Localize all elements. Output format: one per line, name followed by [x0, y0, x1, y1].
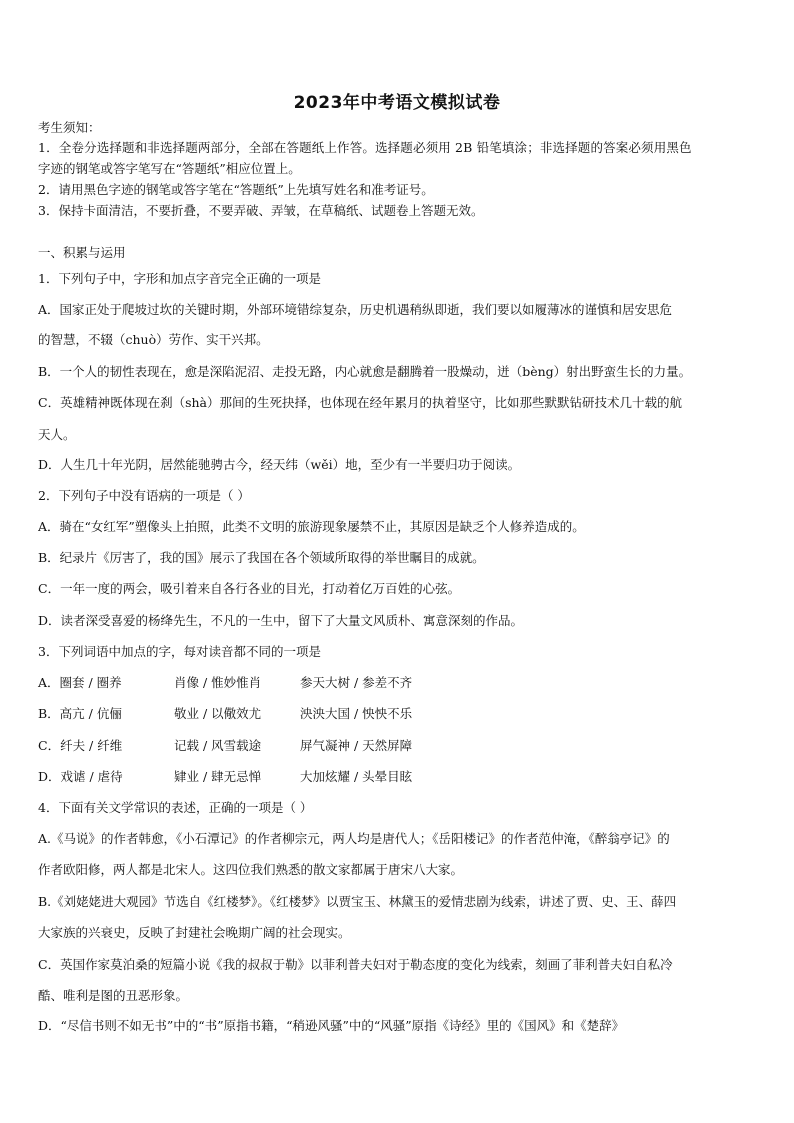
question-stem: 1．下列句子中，字形和加点字音完全正确的一项是 [38, 271, 321, 286]
option-text: A．国家正处于爬坡过坎的关键时期，外部环境错综复杂，历史机遇稍纵即逝，我们要以如履薄冰的谨慎和居安思危 [38, 302, 673, 317]
option-text: C．一年一度的两会，吸引着来自各行各业的目光，打动着亿万百姓的心弦。 [38, 581, 461, 596]
option-text: A．骑在“女红军”塑像头上拍照，此类不文明的旅游现象屡禁不止，其原因是缺乏个人修养造成的。 [38, 519, 585, 534]
q3-col3: 参天大树 / 参差不齐 [300, 675, 413, 690]
notice-item: 字迹的钢笔或答字笔写在“答题纸”相应位置上。 [38, 161, 301, 176]
notice-heading: 考生须知： [38, 120, 101, 135]
q3-col2: 敬业 / 以儆效尤 [174, 706, 262, 721]
option-text: 大家族的兴衰史，反映了封建社会晚期广阔的社会现实。 [38, 925, 351, 940]
section-heading: 一、积累与运用 [38, 245, 126, 260]
option-text: 的智慧，不辍（chuò）劳作、实干兴邦。 [38, 332, 269, 347]
q3-col3: 泱泱大国 / 怏怏不乐 [300, 706, 413, 721]
q3-col1: D．戏谑 / 虐待 [38, 769, 123, 784]
option-text: B．纪录片《厉害了，我的国》展示了我国在各个领域所取得的举世瞩目的成就。 [38, 550, 485, 565]
q3-col2: 肖像 / 惟妙惟肖 [174, 675, 262, 690]
option-text: D．“尽信书则不如无书”中的“书”原指书籍，“稍逊风骚”中的“风骚”原指《诗经》里的《国风》和《楚辞》 [38, 1018, 625, 1033]
notice-item: 2．请用黑色字迹的钢笔或答字笔在“答题纸”上先填写姓名和准考证号。 [38, 182, 434, 197]
q3-col1: B．高亢 / 伉俪 [38, 706, 122, 721]
option-text: B.《刘姥姥进大观园》节选自《红楼梦》。《红楼梦》以贾宝玉、林黛玉的爱情悲剧为线索，讲述了贾、史、王、薛四 [38, 894, 677, 909]
q3-col1: A．圈套 / 圈养 [38, 675, 122, 690]
q3-col2: 肄业 / 肆无忌惮 [174, 769, 262, 784]
question-stem: 3．下列词语中加点的字，每对读音都不同的一项是 [38, 644, 321, 659]
notice-item: 1．全卷分选择题和非选择题两部分，全部在答题纸上作答。选择题必须用 2B 铅笔填涂；非选择题的答案必须用黑色 [38, 140, 692, 155]
option-text: 天人。 [38, 427, 76, 442]
page-title: 2023年中考语文模拟试卷 [293, 93, 501, 113]
option-text: D．人生几十年光阴，居然能驰骋古今，经天纬（wěi）地，至少有一半要归功于阅读。 [38, 457, 521, 472]
question-stem: 2．下列句子中没有语病的一项是（ ） [38, 488, 250, 503]
option-text: A.《马说》的作者韩愈，《小石潭记》的作者柳宗元，两人均是唐代人；《岳阳楼记》的作者范仲淹，《醉翁亭记》的 [38, 831, 670, 846]
option-text: D．读者深受喜爱的杨绛先生，不凡的一生中，留下了大量文风质朴、寓意深刻的作品。 [38, 613, 524, 628]
q3-col3: 大加炫耀 / 头晕目眩 [300, 769, 413, 784]
notice-item: 3．保持卡面清洁，不要折叠，不要弄破、弄皱，在草稿纸、试题卷上答题无效。 [38, 203, 484, 218]
q3-col3: 屏气凝神 / 天然屏障 [300, 738, 413, 753]
q3-col2: 记载 / 风雪载途 [174, 738, 262, 753]
option-text: 作者欧阳修，两人都是北宋人。这四位我们熟悉的散文家都属于唐宋八大家。 [38, 862, 464, 877]
option-text: B．一个人的韧性表现在，愈是深陷泥沼、走投无路，内心就愈是翻腾着一股燥动，迸（bèng）射出野蛮生长的力量。 [38, 364, 692, 379]
option-text: 酷、唯利是图的丑恶形象。 [38, 988, 189, 1003]
option-text: C．英国作家莫泊桑的短篇小说《我的叔叔于勒》以菲利普夫妇对于勒态度的变化为线索，刻画了菲利普夫妇自私冷 [38, 957, 673, 972]
option-text: C．英雄精神既体现在刹（shà）那间的生死抉择，也体现在经年累月的执着坚守，比如那些默默钻研技术几十载的航 [38, 395, 682, 410]
question-stem: 4．下面有关文学常识的表述，正确的一项是（ ） [38, 800, 313, 815]
q3-col1: C．纤夫 / 纤维 [38, 738, 123, 753]
